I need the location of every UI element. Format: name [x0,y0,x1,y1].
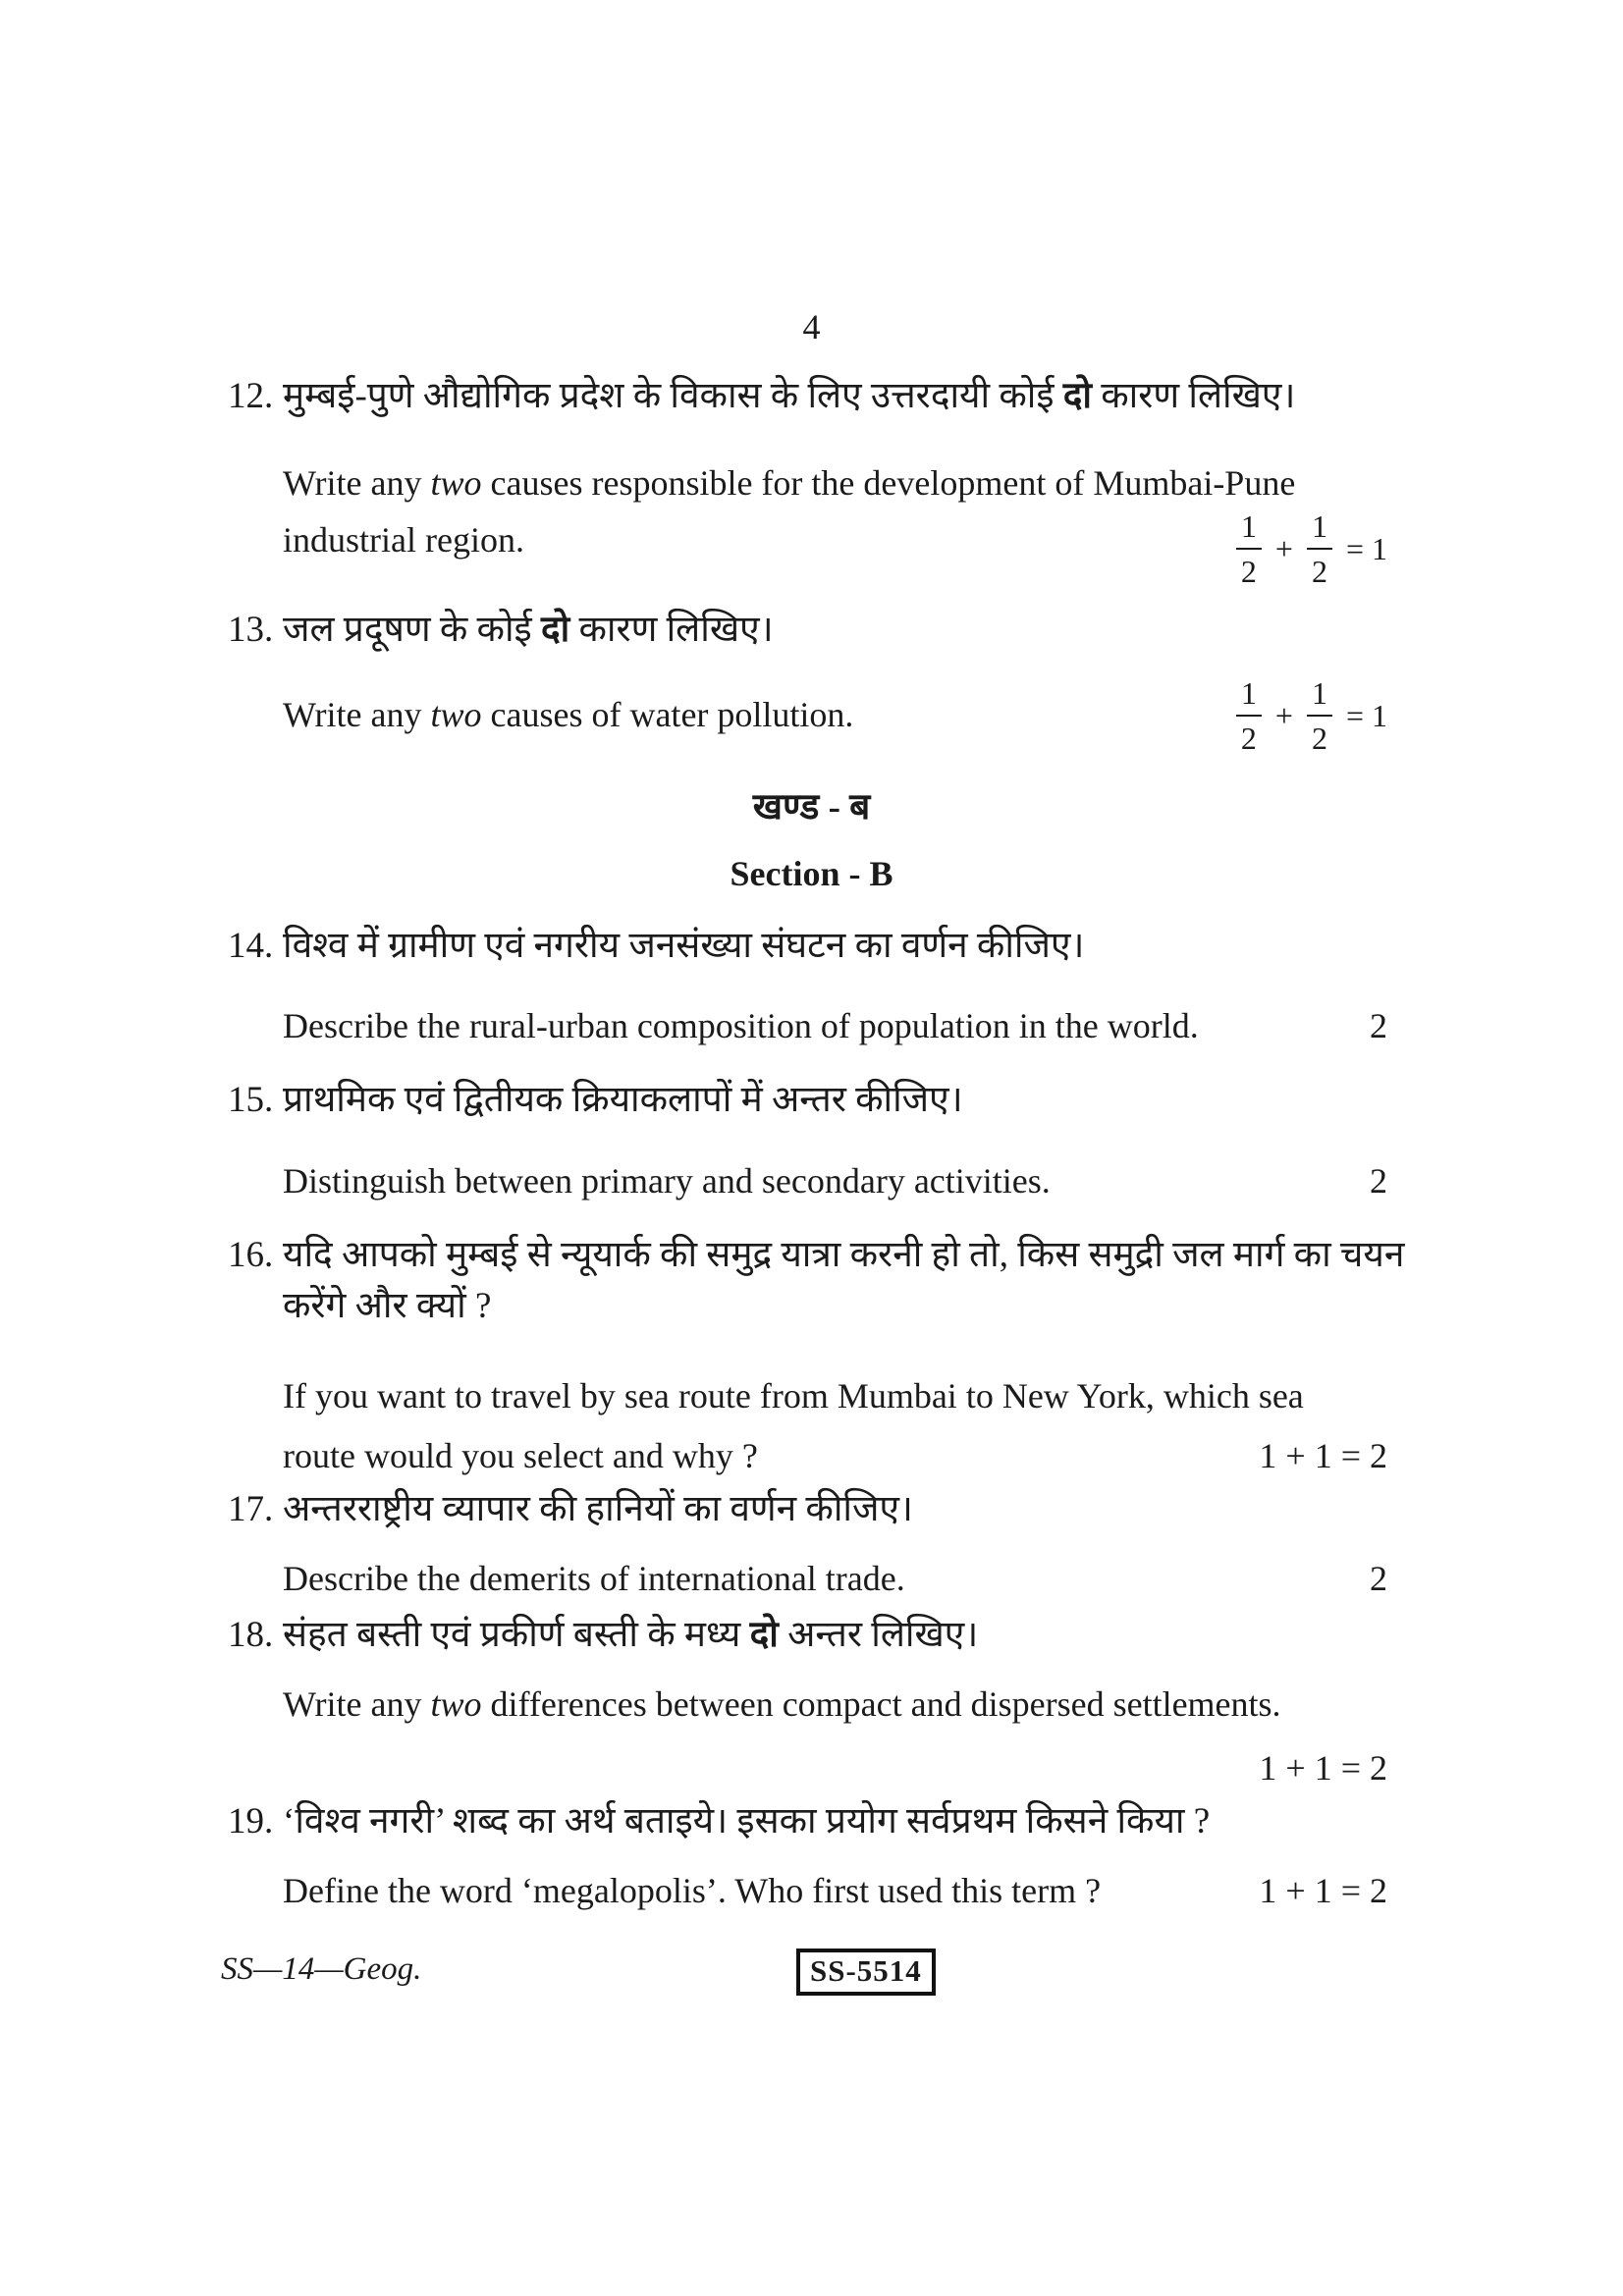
question-16-hindi-line2: करेंगे और क्यों ? [283,1286,492,1326]
question-17-hindi-line [228,1491,913,1527]
question-18-english-text-end: differences between compact and dispersed settlements. [481,1684,1281,1724]
plus-sign: + [1274,531,1293,567]
question-13-marks [1236,674,1387,758]
question-19-hindi-text: ‘विश्व नगरी’ शब्द का अर्थ बताइये। इसका प्रयोग सर्वप्रथम किसने किया ? [283,1801,1211,1842]
question-13-english-line [283,697,853,732]
question-12-english-text-end: causes responsible for the development of Mumbai-Pune [481,463,1296,503]
equals-result: = 1 [1345,531,1387,567]
paper-code-box: SS-5514 [796,1949,936,1996]
question-15-hindi-line [228,1082,963,1118]
question-15-marks: 2 [1370,1161,1387,1201]
question-12-hindi-text-end: कारण लिखिए। [1092,376,1296,416]
question-17-number: 17. [228,1489,274,1529]
question-16-hindi-line1 [228,1237,1404,1273]
page-number: 4 [802,307,821,347]
question-13-english-italic: two [430,695,482,734]
question-16-number: 16. [228,1235,274,1275]
question-13-hindi-bold: दो [540,610,570,650]
plus-sign: + [1274,698,1293,734]
question-14-number: 14. [228,926,274,966]
question-17-hindi-text: अन्तरराष्ट्रीय व्यापार की हानियों का वर्णन कीजिए। [283,1489,913,1529]
question-12-english-line1 [283,465,1295,501]
question-12-english-line2: industrial region. [283,520,524,560]
question-12-hindi-bold: दो [1062,376,1092,416]
question-12-hindi-text: मुम्बई-पुणे औद्योगिक प्रदेश के विकास के लिए उत्तरदायी कोई [283,376,1063,416]
question-18-english-text: Write any [283,1684,431,1724]
equals-result: = 1 [1345,698,1387,734]
question-14-hindi-line [228,928,1084,964]
question-17-english-line: Describe the demerits of international trade. [283,1559,905,1598]
question-18-number: 18. [228,1615,274,1655]
question-18-marks: 1 + 1 = 2 [1259,1748,1387,1788]
section-heading-english: Section - B [730,854,893,893]
fraction-one-half: $\frac{1}{2}$ [1307,674,1332,758]
question-18-hindi-text: संहत बस्ती एवं प्रकीर्ण बस्ती के मध्य [283,1615,750,1655]
question-13-number: 13. [228,610,274,650]
question-18-english-line [283,1686,1281,1722]
question-18-english-italic: two [430,1684,482,1724]
question-18-hindi-bold: दो [749,1615,779,1655]
question-17-marks: 2 [1370,1559,1387,1598]
question-13-hindi-text: जल प्रदूषण के कोई [283,610,541,650]
fraction-one-half: $\frac{1}{2}$ [1307,507,1332,591]
question-19-marks: 1 + 1 = 2 [1259,1871,1387,1910]
question-15-hindi-text: प्राथमिक एवं द्वितीयक क्रियाकलापों में अन्तर कीजिए। [283,1080,963,1120]
question-16-english-line2: route would you select and why ? [283,1436,758,1475]
question-19-english-line: Define the word ‘megalopolis’. Who first used this term ? [283,1871,1102,1910]
question-12-marks [1236,507,1387,591]
question-16-marks: 1 + 1 = 2 [1259,1436,1387,1475]
fraction-one-half: $\frac{1}{2}$ [1236,507,1262,591]
question-14-marks: 2 [1370,1006,1387,1045]
question-16-hindi-text1: यदि आपको मुम्बई से न्यूयार्क की समुद्र यात्रा करनी हो तो, किस समुद्री जल मार्ग का चयन [283,1235,1405,1275]
section-heading-hindi: खण्ड - ब [752,787,871,828]
question-13-english-text-end: causes of water pollution. [481,695,854,734]
question-12-number: 12. [228,376,274,416]
question-12-english-text: Write any [283,463,431,503]
question-19-hindi-line [228,1803,1210,1840]
question-18-hindi-text-end: अन्तर लिखिए। [778,1615,979,1655]
question-15-number: 15. [228,1080,274,1120]
question-15-english-line: Distinguish between primary and secondary activities. [283,1161,1051,1201]
question-12-hindi-line [228,378,1295,414]
question-12-english-italic: two [430,463,482,503]
fraction-one-half: $\frac{1}{2}$ [1236,674,1262,758]
question-14-hindi-text: विश्व में ग्रामीण एवं नगरीय जनसंख्या संघटन का वर्णन कीजिए। [283,926,1085,966]
question-13-english-text: Write any [283,695,431,734]
question-16-english-line1: If you want to travel by sea route from Mumbai to New York, which sea [283,1376,1304,1415]
question-18-hindi-line [228,1617,978,1653]
question-13-hindi-text-end: कारण लिखिए। [569,610,774,650]
question-13-hindi-line [228,612,774,648]
question-14-english-line: Describe the rural-urban composition of population in the world. [283,1006,1199,1045]
question-19-number: 19. [228,1801,274,1842]
footer-series-code: SS—14—Geog. [221,1951,422,1987]
